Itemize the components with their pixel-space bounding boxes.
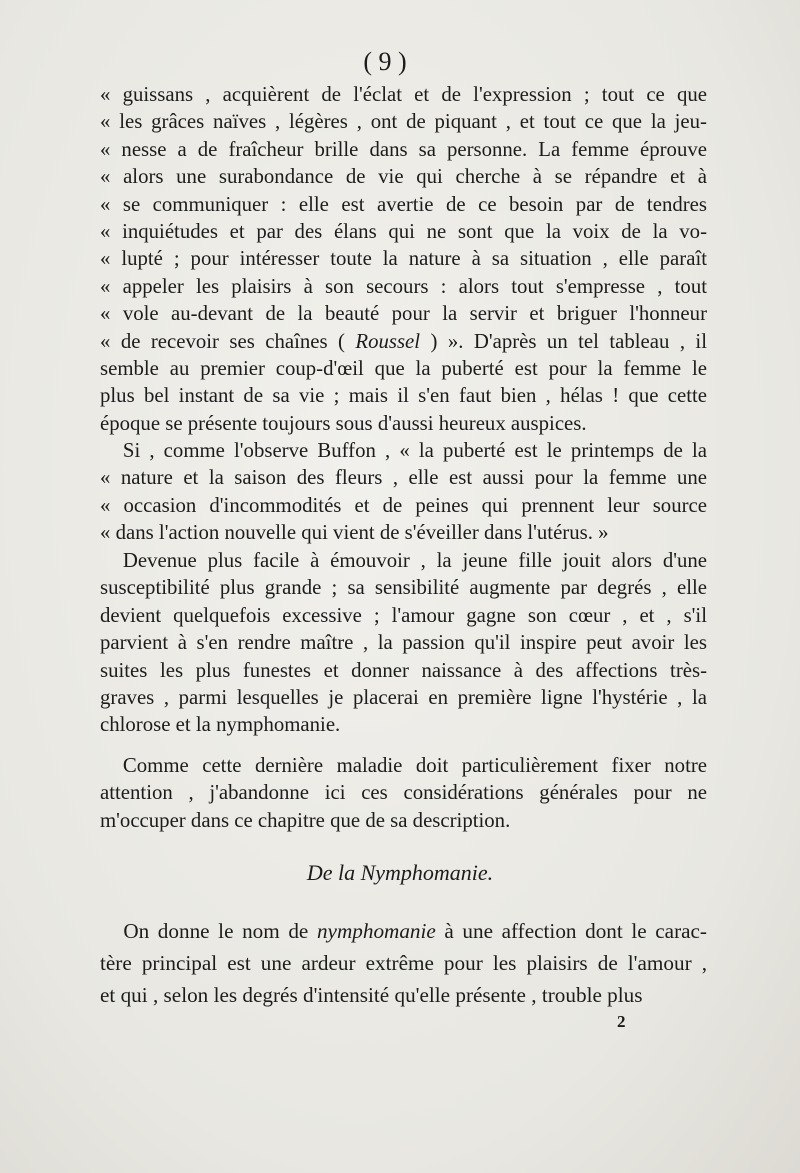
- paragraph-quote-roussel: [100, 81, 707, 437]
- text-line: devient quelquefois excessive ; l'amour gagne son cœur , et , s'il: [100, 603, 707, 627]
- paragraph-buffon: [100, 437, 707, 547]
- paragraph-derniere-maladie: [100, 752, 707, 834]
- text-line: susceptibilité plus grande ; sa sensibilité augmente par degrés , elle: [100, 576, 707, 600]
- text-line: m'occuper dans ce chapitre que de sa description.: [100, 808, 511, 832]
- text-line: « guissans , acquièrent de l'éclat et de l'expression ; tout ce que: [100, 83, 707, 106]
- text-line: Devenue plus facile à émouvoir , la jeune fille jouit alors d'une: [122, 549, 707, 572]
- text-line: et qui , selon les degrés d'intensité qu'elle présente , trouble plus: [100, 983, 643, 1007]
- text-line: « alors une surabondance de vie qui cherche à se répandre et à: [100, 165, 707, 189]
- text-line: « appeler les plaisirs à son secours : alors tout s'empresse , tout: [100, 274, 707, 298]
- text-line: suites les plus funestes et donner naissance à des affections très-: [100, 658, 707, 682]
- text-line: « vole au-devant de la beauté pour la servir et briguer l'honneur: [100, 302, 707, 326]
- text-line: plus bel instant de sa vie ; mais il s'en faut bien , hélas ! que cette: [100, 384, 707, 408]
- text-line: « les grâces naïves , légères , ont de piquant , et tout ce que la jeu-: [100, 110, 707, 134]
- paragraph-definition: [100, 915, 707, 1011]
- text-line: « lupté ; pour intéresser toute la nature à sa situation , elle paraît: [100, 247, 707, 271]
- page-number: ( 9 ): [363, 47, 407, 76]
- text-line: parvient à s'en rendre maître , la passion qu'il inspire peut avoir les: [100, 631, 707, 655]
- text-line: « de recevoir ses chaînes ( Roussel ) ». D'après un tel tableau , il: [100, 329, 707, 353]
- text-line: « inquiétudes et par des élans qui ne sont que la voix de la vo-: [100, 220, 707, 244]
- section-heading: De la Nymphomanie.: [306, 860, 494, 885]
- text-line: Comme cette dernière maladie doit particulièrement fixer notre: [122, 754, 707, 777]
- text-line: semble au premier coup-d'œil que la puberté est pour la femme le: [100, 357, 707, 381]
- text-line: Si , comme l'observe Buffon , « la puberté est le printemps de la: [122, 439, 707, 462]
- text-line: tère principal est une ardeur extrême pour les plaisirs de l'amour ,: [100, 951, 707, 975]
- text-line: graves , parmi lesquelles je placerai en première ligne l'hystérie , la: [100, 686, 707, 710]
- text-line: attention , j'abandonne ici ces considérations générales pour ne: [100, 781, 707, 805]
- text-line: « nesse a de fraîcheur brille dans sa personne. La femme éprouve: [100, 137, 707, 161]
- text-line: « se communiquer : elle est avertie de ce besoin par de tendres: [100, 192, 707, 216]
- text-line: On donne le nom de nymphomanie à une affection dont le carac-: [123, 919, 707, 943]
- text-line: « nature et la saison des fleurs , elle est aussi pour la femme une: [100, 466, 707, 490]
- text-line: « dans l'action nouvelle qui vient de s'éveiller dans l'utérus. »: [100, 521, 609, 545]
- signature-mark: 2: [617, 1012, 626, 1031]
- paragraph-jeune-fille: [100, 547, 707, 739]
- text-line: époque se présente toujours sous d'aussi heureux auspices.: [100, 411, 587, 435]
- text-line: « occasion d'incommodités et de peines qui prennent leur source: [100, 493, 707, 517]
- text-line: chlorose et la nymphomanie.: [100, 713, 341, 737]
